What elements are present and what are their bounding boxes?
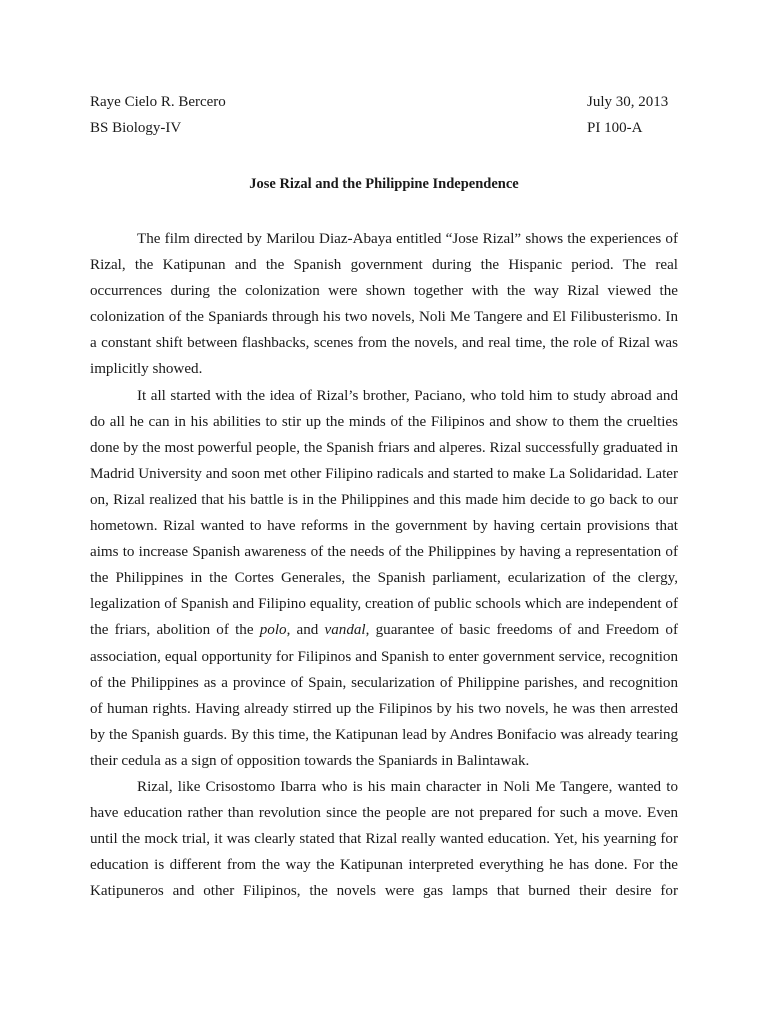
italic-term-polo: polo [259,622,287,639]
class-section: PI 100-A [587,120,643,136]
paragraph-3: Rizal, like Crisostomo Ibarra who is his main character in Noli Me Tangere, wanted to have education rather than revolution since the people are not prepared for such a move. Even until the mock trial, it was clearly stated that Rizal really wanted education. Yet, his yearning for education is different from the way the Katipunan interpreted everything he has done. For the Katipuneros and other Filipinos, the novels were gas lamps that burned their desire for [90,778,678,900]
paragraph-2-part-c: , guarantee of basic freedoms of and Freedom of association, equal opportunity for Filipinos and Spanish to enter government service, recognition of the Philippines as a province of Spain, secularization of Philippine parishes, and recognition of human rights. Having already stirred up the Filipinos by his two novels, he was then arrested by the Spanish guards. By this time, the Katipunan lead by Andres Bonifacio was already tearing their cedula as a sign of opposition towards the Spaniards in Balintawak. [90,622,678,769]
paragraph-2 [90,383,678,774]
paragraph-2-part-b: , and [286,622,325,639]
paragraph-2-part-a: It all started with the idea of Rizal’s brother, Paciano, who told him to study abroad and do all he can in his abilities to stir up the minds of the Filipinos and show to them the cruelties done by the most powerful people, the Spanish friars and alperes. Rizal successfully graduated in Madrid University and soon met other Filipino radicals and started to make La Solidaridad. Later on, Rizal realized that his battle is in the Philippines and this made him decide to go back to our hometown. Rizal wanted to have reforms in the government by having certain provisions that aims to increase Spanish awareness of the needs of the Philippines by having a representation of the Philippines in the Cortes Generales, the Spanish parliament, ecularization of the clergy, legalization of Spanish and Filipino equality, creation of public schools which are independent of the friars, abolition of the [90,387,678,639]
author-name: Raye Cielo R. Bercero [90,94,226,110]
essay-date: July 30, 2013 [587,94,669,110]
essay-title: Jose Rizal and the Philippine Independence [249,176,519,192]
italic-term-vandal: vandal [324,622,366,639]
course-name: BS Biology-IV [90,120,182,136]
essay-body [90,226,678,904]
paragraph-1: The film directed by Marilou Diaz-Abaya entitled “Jose Rizal” shows the experiences of Rizal, the Katipunan and the Spanish government during the Hispanic period. The real occurrences during the colonization were shown together with the way Rizal viewed the colonization of the Spaniards through his two novels, Noli Me Tangere and El Filibusterismo. In a constant shift between flashbacks, scenes from the novels, and real time, the role of Rizal was implicitly showed. [90,231,678,378]
